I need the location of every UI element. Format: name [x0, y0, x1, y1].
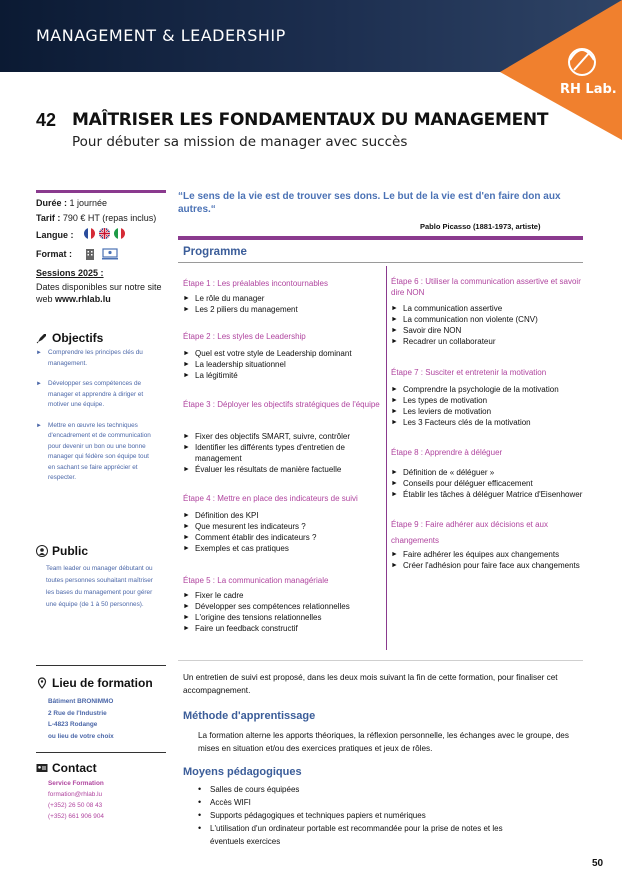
moyens-heading: Moyens pédagogiques [183, 766, 302, 778]
column-divider [386, 266, 387, 650]
step-3-items: ► Fixer des objectifs SMART, suivre, contrôler ► Identifier les différents types d'entretien de management ► Évaluer les résultats de manière factuelle [183, 431, 378, 475]
step-7-items: ► Comprendre la psychologie de la motivation ► Les types de motivation ► Les leviers de motivation ► Les 3 Facteurs clés de la motivation [391, 384, 581, 428]
step-1: Étape 1 : Les préalables incontournables [183, 279, 328, 288]
flag-uk-icon [99, 228, 110, 239]
step-8: Étape 8 : Apprendre à déléguer [391, 448, 503, 457]
lieu-heading: Lieu de formation [36, 676, 153, 690]
step-9-items: ► Faire adhérer les équipes aux changements ► Créer l'adhésion pour faire face aux changements [391, 549, 583, 571]
list-item: ► Développer ses compétences de manager et apprendre à diriger et motiver une équipe. [36, 379, 156, 411]
format-icons [84, 248, 118, 260]
brand-name: RH Lab. [560, 82, 617, 97]
divider [36, 665, 166, 666]
step-6: Étape 6 : Utiliser la communication assertive et savoir dire NON [391, 277, 581, 297]
public-heading: Public [36, 544, 88, 558]
objectifs-heading: Objectifs [36, 331, 103, 345]
page-number: 50 [592, 858, 604, 869]
objectifs-list [36, 348, 156, 494]
step-4: Étape 4 : Mettre en place des indicateurs de suivi [183, 494, 358, 503]
contact-email[interactable]: formation@rhlab.lu [48, 791, 103, 798]
course-subtitle: Pour débuter sa mission de manager avec succès [72, 134, 408, 150]
list-item: ► Comprendre les principes clés du management. [36, 348, 156, 369]
contact-card-icon [36, 762, 48, 774]
format-label: Format : [36, 249, 72, 259]
step-9: Étape 9 : Faire adhérer aux décisions et aux changements [391, 520, 548, 545]
step-6-items: ► La communication assertive ► La communication non violente (CNV) ► Savoir dire NON ► Recadrer un collaborateur [391, 303, 581, 347]
step-2-items: ► Quel est votre style de Leadership dominant ► La leadership situationnel ► La légitimité [183, 348, 383, 381]
methode-text: La formation alterne les apports théoriques, la réflexion personnelle, les échanges avec le groupe, des mises en situation et/ou des exercices pratiques et jeux de rôles. [198, 731, 569, 753]
duree: Durée : 1 journée [36, 198, 108, 208]
quote: “Le sens de la vie est de trouver ses dons. Le but de la vie est d'en faire don aux autres.“ [178, 191, 561, 215]
langue-label: Langue : [36, 230, 74, 240]
left-rule [36, 190, 166, 193]
sessions-text: Dates disponibles sur notre site web www.rhlab.lu [36, 282, 162, 304]
list-item: ► Mettre en œuvre les techniques d'encadrement et de communication pour devenir un bon ou une bonne manager qui fédère son équipe tout en sachant se faire apprécier et respecter. [36, 421, 156, 484]
contact-mobile[interactable]: (+352) 661 906 904 [48, 813, 104, 820]
list-item: • Accès WIFI [198, 796, 580, 809]
flag-fr-icon [84, 228, 95, 239]
step-8-items: ► Définition de « déléguer » ► Conseils pour déléguer efficacement ► Établir les tâches à déléguer Matrice d'Eisenhower [391, 467, 583, 500]
rocket-icon [36, 332, 48, 344]
divider [36, 752, 166, 753]
list-item: • Supports pédagogiques et techniques papiers et numériques [198, 809, 580, 822]
language-flags [84, 228, 125, 239]
step-7: Étape 7 : Susciter et entretenir la motivation [391, 368, 547, 377]
list-item: • L'utilisation d'un ordinateur portable est recommandée pour la prise de notes et les éventuels exercices [198, 822, 510, 848]
contact-phone[interactable]: (+352) 26 50 08 43 [48, 802, 103, 809]
sessions-link[interactable]: www.rhlab.lu [55, 294, 111, 304]
step-5-items: ► Fixer le cadre ► Développer ses compétences relationnelles ► L'origine des tensions relationnelles ► Faire un feedback constructif [183, 590, 383, 634]
step-3: Étape 3 : Déployer les objectifs stratégiques de l'équipe [183, 400, 380, 409]
suivi-text: Un entretien de suivi est proposé, dans les deux mois suivant la fin de cette formation, pour finaliser cet accompagnement. [183, 673, 558, 695]
contact-details: Service Formation formation@rhlab.lu (+352) 26 50 08 43 (+352) 661 906 904 [48, 778, 160, 822]
programme-rule [178, 236, 583, 240]
step-5: Étape 5 : La communication managériale [183, 576, 329, 585]
step-4-items: ► Définition des KPI ► Que mesurent les indicateurs ? ► Comment établir des indicateurs ? ► Exemples et cas pratiques [183, 510, 383, 554]
location-pin-icon [36, 677, 48, 689]
step-2: Étape 2 : Les styles de Leadership [183, 332, 306, 341]
programme-title: Programme [183, 246, 247, 258]
tarif: Tarif : 790 € HT (repas inclus) [36, 213, 157, 223]
programme-underline [178, 262, 583, 263]
course-title: MAÎTRISER LES FONDAMENTAUX DU MANAGEMENT [72, 110, 549, 130]
remote-meeting-icon [102, 248, 118, 260]
public-text: Team leader ou manager débutant ou toutes personnes souhaitant maîtriser les bases du management pour gérer une équipe (de 1 à 50 personnes). [46, 565, 153, 608]
section-title: MANAGEMENT & LEADERSHIP [36, 26, 286, 45]
methode-heading: Méthode d'apprentissage [183, 710, 316, 722]
divider [178, 660, 583, 661]
contact-heading: Contact [36, 761, 97, 775]
course-number: 42 [36, 110, 57, 130]
flag-it-icon [114, 228, 125, 239]
list-item: • Salles de cours équipées [198, 783, 580, 796]
step-1-items: ► Le rôle du manager ► Les 2 piliers du management [183, 293, 383, 315]
building-icon [84, 248, 96, 260]
sessions-label: Sessions 2025 : [36, 268, 104, 278]
lieu-address: Bâtiment BRONIMMO 2 Rue de l'Industrie L-4823 Rodange ou lieu de votre choix [48, 698, 114, 740]
people-group-icon [36, 545, 48, 557]
quote-author: Pablo Picasso (1881-1973, artiste) [420, 222, 541, 231]
